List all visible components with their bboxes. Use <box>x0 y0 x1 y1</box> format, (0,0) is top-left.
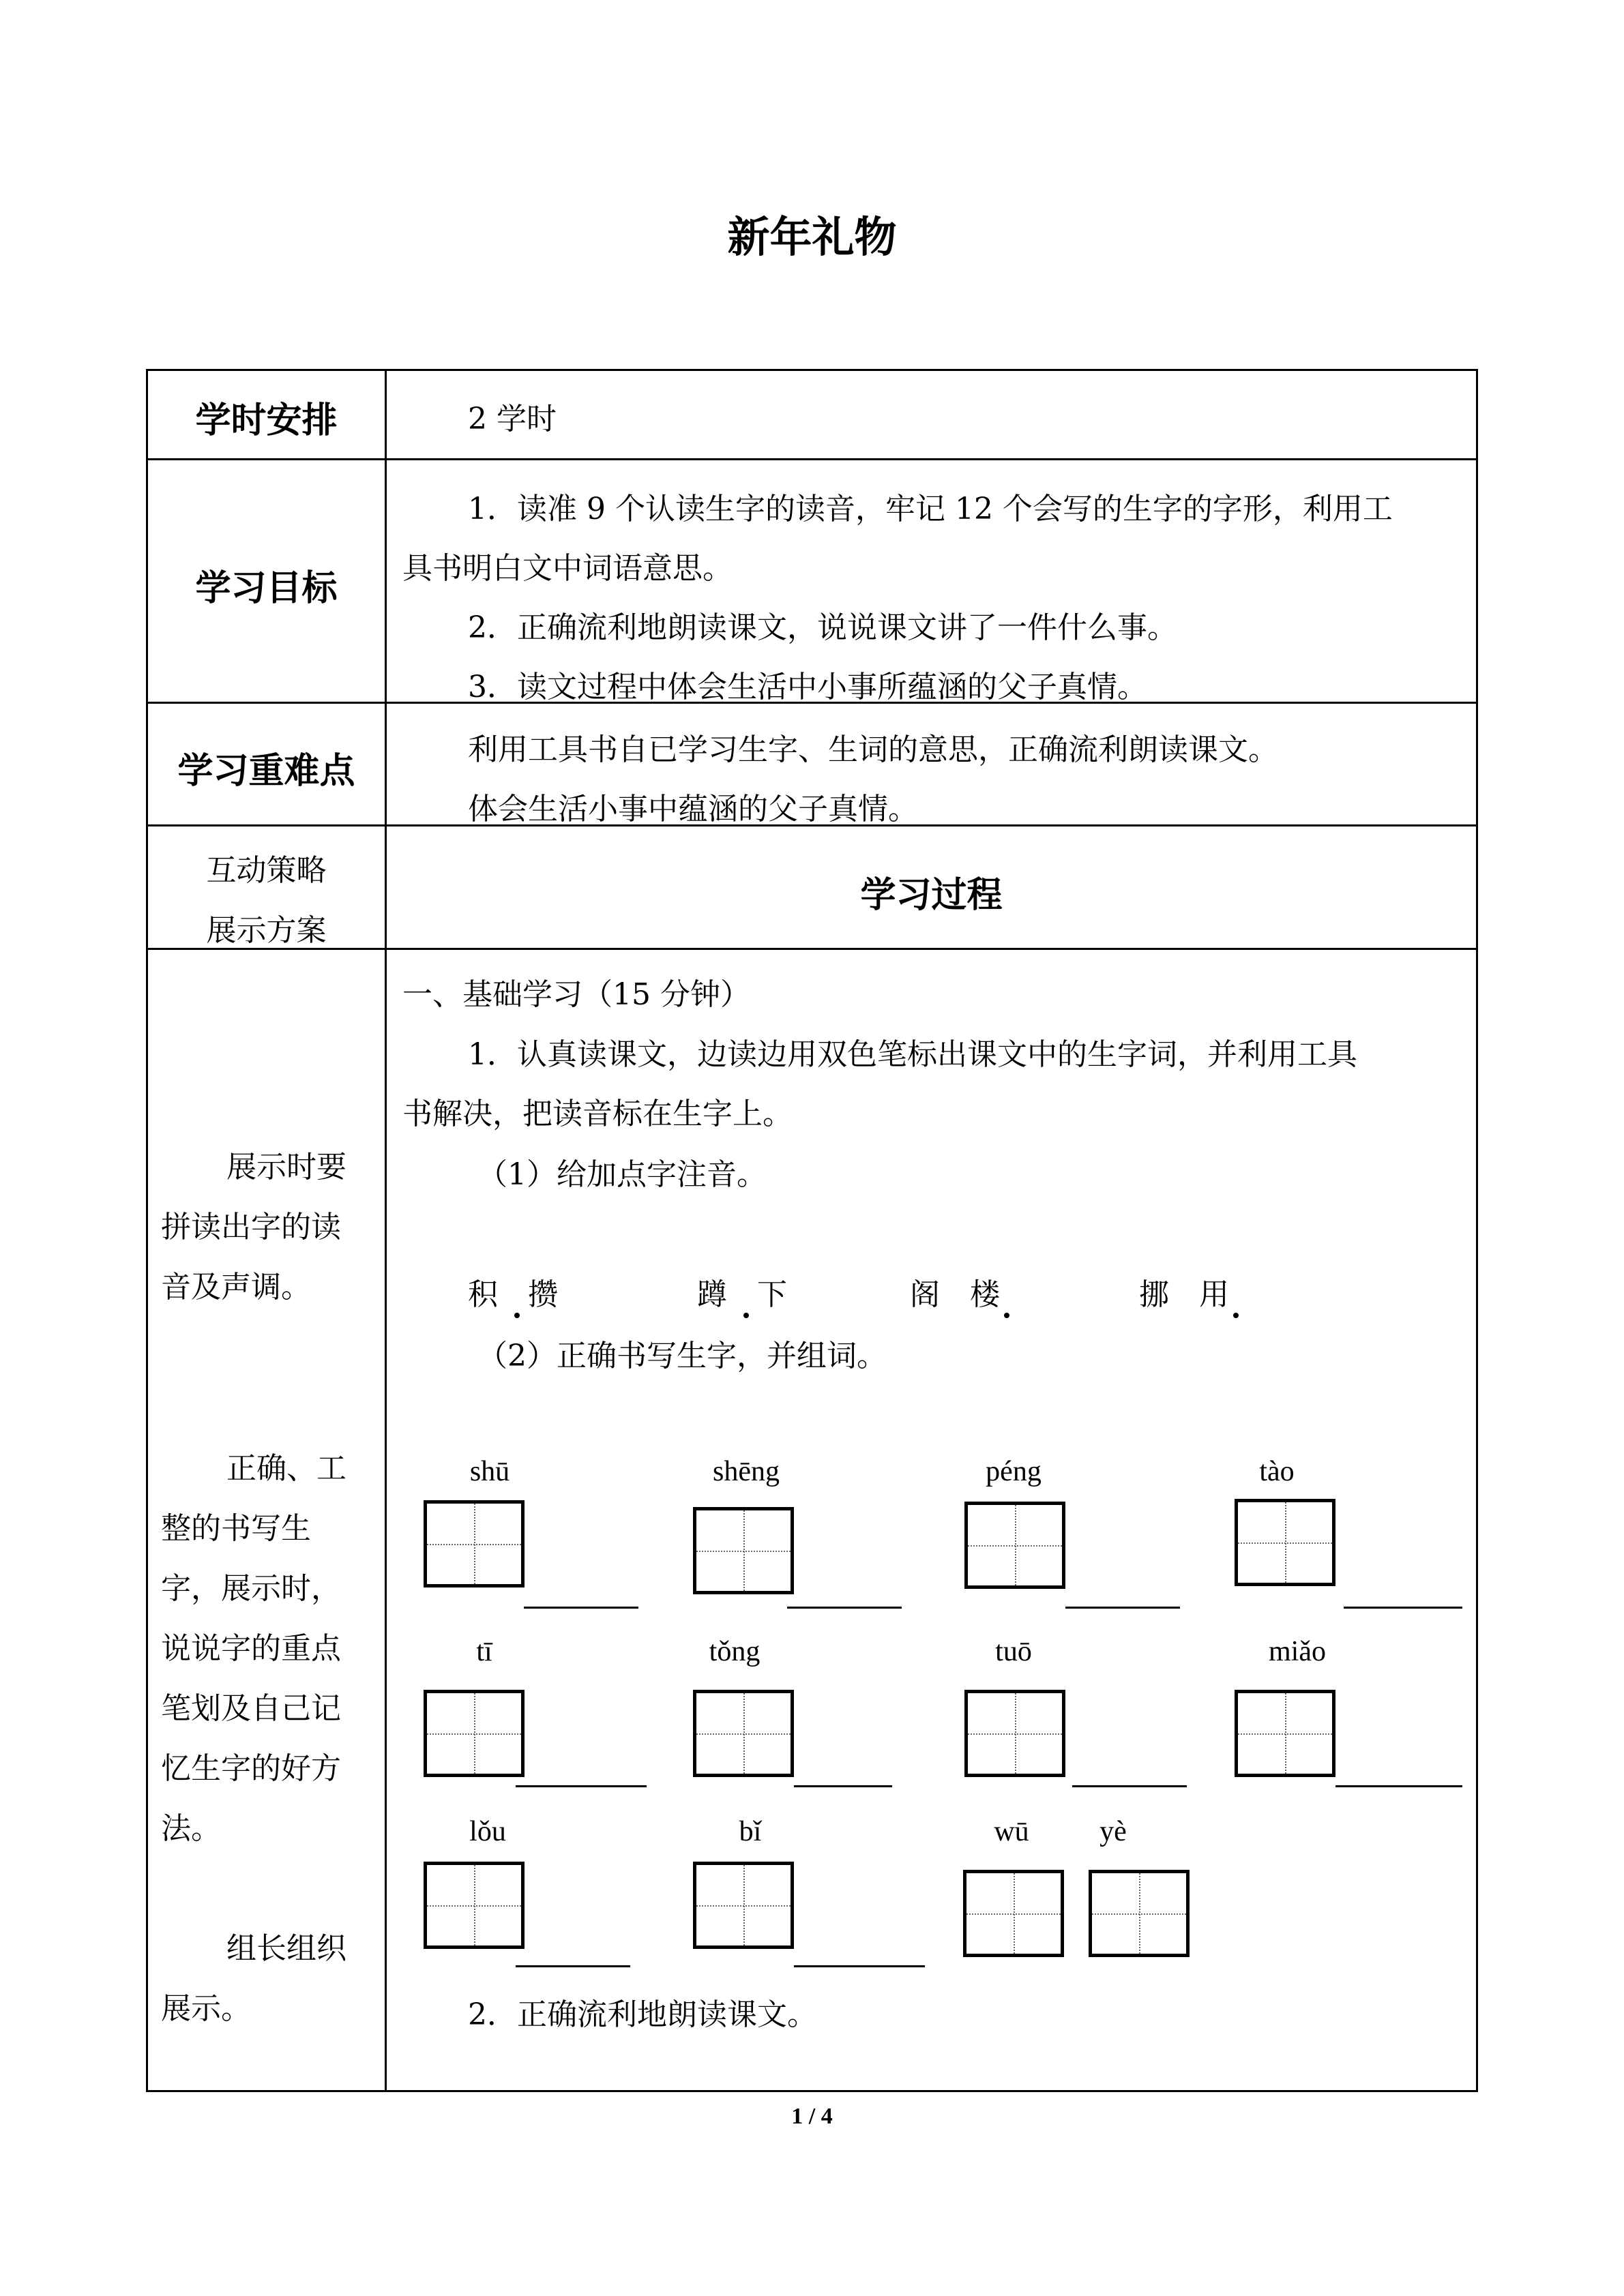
pinyin-label: wū <box>994 1816 1029 1847</box>
word-item: 阁 楼 <box>910 1277 1000 1312</box>
pinyin-label: tào <box>1259 1456 1295 1487</box>
writing-grid-box[interactable] <box>424 1862 525 1949</box>
word-item: 挪 用 <box>1139 1277 1229 1312</box>
subtask-writing: （2）正确书写生字，并组词。 <box>477 1339 887 1373</box>
keypoint-line: 体会生活小事中蕴涵的父子真情。 <box>468 792 918 826</box>
strategy-label: 互动策略 <box>206 853 327 888</box>
writing-grid-box[interactable] <box>964 1690 1065 1777</box>
pinyin-label: lǒu <box>469 1816 506 1847</box>
writing-grid-box[interactable] <box>1235 1690 1335 1777</box>
task-line: 书解决，把读音标在生字上。 <box>402 1097 793 1131</box>
pinyin-label: tī <box>476 1636 492 1667</box>
pinyin-label: shēng <box>713 1456 780 1487</box>
task-line: 1．认真读课文，边读边用双色笔标出课文中的生字词，并利用工具 <box>468 1037 1357 1072</box>
writing-grid-box[interactable] <box>964 1502 1065 1589</box>
answer-line[interactable] <box>1072 1785 1187 1787</box>
side-note-writing: 正确、工 整的书写生 字，展示时， 说说字的重点 笔划及自己记 忆生字的好方 法。 <box>161 1451 346 1846</box>
emphasis-dot <box>514 1313 520 1318</box>
writing-grid-box[interactable] <box>693 1862 794 1949</box>
answer-line[interactable] <box>787 1607 902 1609</box>
emphasis-dot <box>1004 1313 1009 1318</box>
goal-line: 具书明白文中词语意思。 <box>402 551 733 586</box>
pinyin-label: bǐ <box>739 1816 762 1847</box>
writing-grid-box[interactable] <box>1235 1499 1335 1586</box>
word-item: 积 攒 <box>468 1277 558 1312</box>
subtask-pinyin: （1）给加点字注音。 <box>477 1157 767 1192</box>
answer-line[interactable] <box>794 1785 892 1787</box>
schedule-content: 2 学时 <box>468 402 557 436</box>
writing-grid-box[interactable] <box>963 1870 1064 1957</box>
goals-label: 学习目标 <box>195 568 338 609</box>
side-note-group: 组长组织 展示。 <box>161 1931 346 2026</box>
schedule-label: 学时安排 <box>195 400 338 441</box>
task-line: 2．正确流利地朗读课文。 <box>468 1997 817 2032</box>
writing-grid-box[interactable] <box>693 1507 794 1594</box>
page-title: 新年礼物 <box>727 212 897 262</box>
section-heading: 一、基础学习（15 分钟） <box>402 977 750 1012</box>
display-plan-label: 展示方案 <box>206 913 327 948</box>
writing-grid-box[interactable] <box>424 1690 525 1777</box>
answer-line[interactable] <box>1335 1785 1462 1787</box>
goal-line: 2．正确流利地朗读课文，说说课文讲了一件什么事。 <box>468 610 1177 645</box>
page-number: 1 / 4 <box>791 2104 833 2129</box>
answer-line[interactable] <box>516 1785 647 1787</box>
pinyin-label: péng <box>986 1456 1042 1487</box>
writing-grid-box[interactable] <box>1089 1870 1190 1957</box>
answer-line[interactable] <box>1344 1607 1462 1609</box>
writing-grid-box[interactable] <box>693 1690 794 1777</box>
emphasis-dot <box>1233 1313 1239 1318</box>
keypoints-label: 学习重难点 <box>177 751 355 792</box>
goal-line: 3．读文过程中体会生活中小事所蕴涵的父子真情。 <box>468 670 1147 704</box>
goal-line: 1．读准 9 个认读生字的读音，牢记 12 个会写的生字的字形，利用工 <box>468 492 1393 526</box>
keypoint-line: 利用工具书自已学习生字、生词的意思，正确流利朗读课文。 <box>468 732 1278 767</box>
word-item: 蹲 下 <box>697 1277 787 1312</box>
process-header: 学习过程 <box>860 875 1003 916</box>
side-note-pronunciation: 展示时要 拼读出字的读 音及声调。 <box>161 1150 346 1304</box>
writing-grid-box[interactable] <box>424 1500 525 1587</box>
emphasis-dot <box>743 1313 749 1318</box>
pinyin-label: shū <box>469 1456 510 1487</box>
answer-line[interactable] <box>794 1965 925 1967</box>
pinyin-label: miǎo <box>1269 1636 1326 1667</box>
pinyin-label: tuō <box>995 1636 1032 1667</box>
answer-line[interactable] <box>524 1607 638 1609</box>
pinyin-label: yè <box>1099 1816 1127 1847</box>
answer-line[interactable] <box>516 1965 630 1967</box>
pinyin-label: tǒng <box>709 1636 761 1667</box>
answer-line[interactable] <box>1065 1607 1180 1609</box>
